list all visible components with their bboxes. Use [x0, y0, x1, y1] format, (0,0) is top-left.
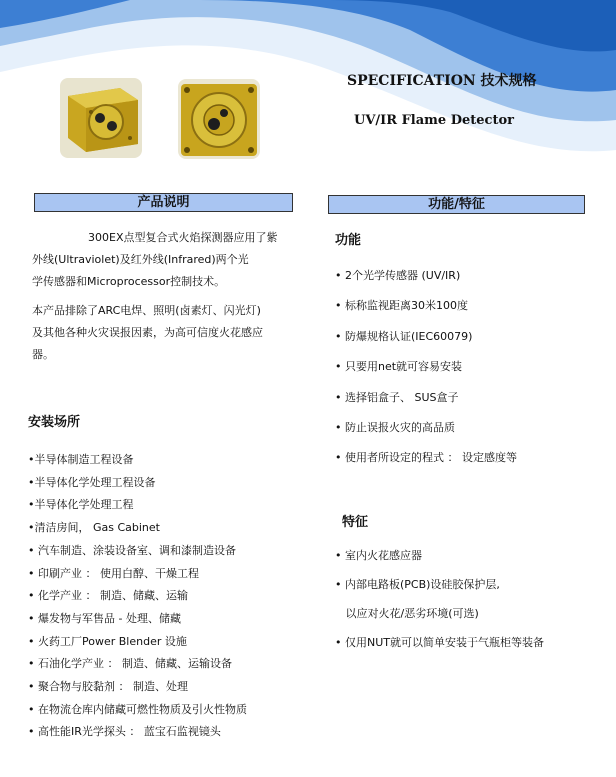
list-item: • 2个光学传感器 (UV/IR): [335, 269, 461, 282]
list-item: • 只要用net就可容易安装: [335, 360, 463, 374]
list-item: • 防止误报火灾的高品质: [335, 421, 455, 435]
para2-line3: 器。: [32, 348, 54, 361]
feature-list: [335, 541, 544, 657]
features-bar: 功能/特征: [328, 195, 585, 214]
para1-line2: 外线(Ultraviolet)及红外线(Infrared)两个光: [32, 253, 249, 266]
list-item: • 石油化学产业 ： 制造、储藏、运输设备: [28, 657, 232, 671]
para1-line3: 学传感器和Microprocessor控制技术。: [32, 275, 226, 288]
function-heading: 功能: [335, 233, 362, 248]
list-item: • 在物流仓库内储藏可燃性物质及引火性物质: [28, 702, 247, 716]
list-item: • 聚合物与胶黏剂 ： 制造、处理: [28, 680, 188, 694]
list-item: • 内部电路板(PCB)设硅胶保护层,: [335, 578, 500, 591]
para2-line2: 及其他各种火灾误报因素，为高可信度火花感应: [32, 326, 263, 339]
product-description-para1: [32, 227, 302, 293]
list-item: • 汽车制造、涂装设备室、调和漆制造设备: [28, 543, 236, 557]
list-item: • 爆发物与军售品 - 处理、储藏: [28, 611, 181, 625]
list-item: • 仅用NUT就可以简单安装于气瓶柜等装备: [335, 636, 544, 649]
feature-heading: 特征: [342, 515, 369, 530]
page-title: SPECIFICATION 技术规格: [347, 73, 537, 89]
product-description-bar: 产品说明: [34, 193, 293, 212]
list-item: • 火药工厂Power Blender 设施: [28, 634, 187, 648]
product-description-para2: [32, 300, 302, 366]
installation-heading: 安装场所: [28, 415, 81, 430]
function-list: [335, 261, 517, 474]
para2-line1: 本产品排除了ARC电焊、照明(卤素灯、闪光灯): [32, 304, 261, 317]
list-item: • 高性能IR光学探头 ： 蓝宝石监视镜头: [28, 725, 221, 739]
list-item: • 标称监视距离30米100度: [335, 299, 468, 313]
list-item: • 选择铝盒子、 SUS盒子: [335, 390, 459, 404]
list-item: • 印刷产业 ： 使用白醇、干燥工程: [28, 566, 199, 580]
list-item: 以应对火花/恶劣环境(可选): [335, 607, 479, 620]
list-item: • 化学产业 ： 制造、储藏、运输: [28, 589, 188, 603]
list-item: • 室内火花感应器: [335, 549, 422, 562]
list-item: •清洁房间， Gas Cabinet: [28, 521, 160, 535]
detector-photo-front: [178, 79, 260, 159]
page-subtitle: UV/IR Flame Detector: [354, 113, 514, 128]
list-item: •半导体制造工程设备: [28, 453, 134, 466]
installation-list: [28, 449, 247, 744]
list-item: • 防爆规格认证(IEC60079): [335, 329, 473, 343]
list-item: • 使用者所设定的程式 ： 设定感度等: [335, 451, 517, 465]
para1-line1: 300EX点型复合式火焰探测器应用了紫: [88, 231, 278, 244]
list-item: •半导体化学处理工程: [28, 498, 134, 512]
detector-photo-angle: [60, 78, 142, 158]
list-item: •半导体化学处理工程设备: [28, 475, 156, 489]
